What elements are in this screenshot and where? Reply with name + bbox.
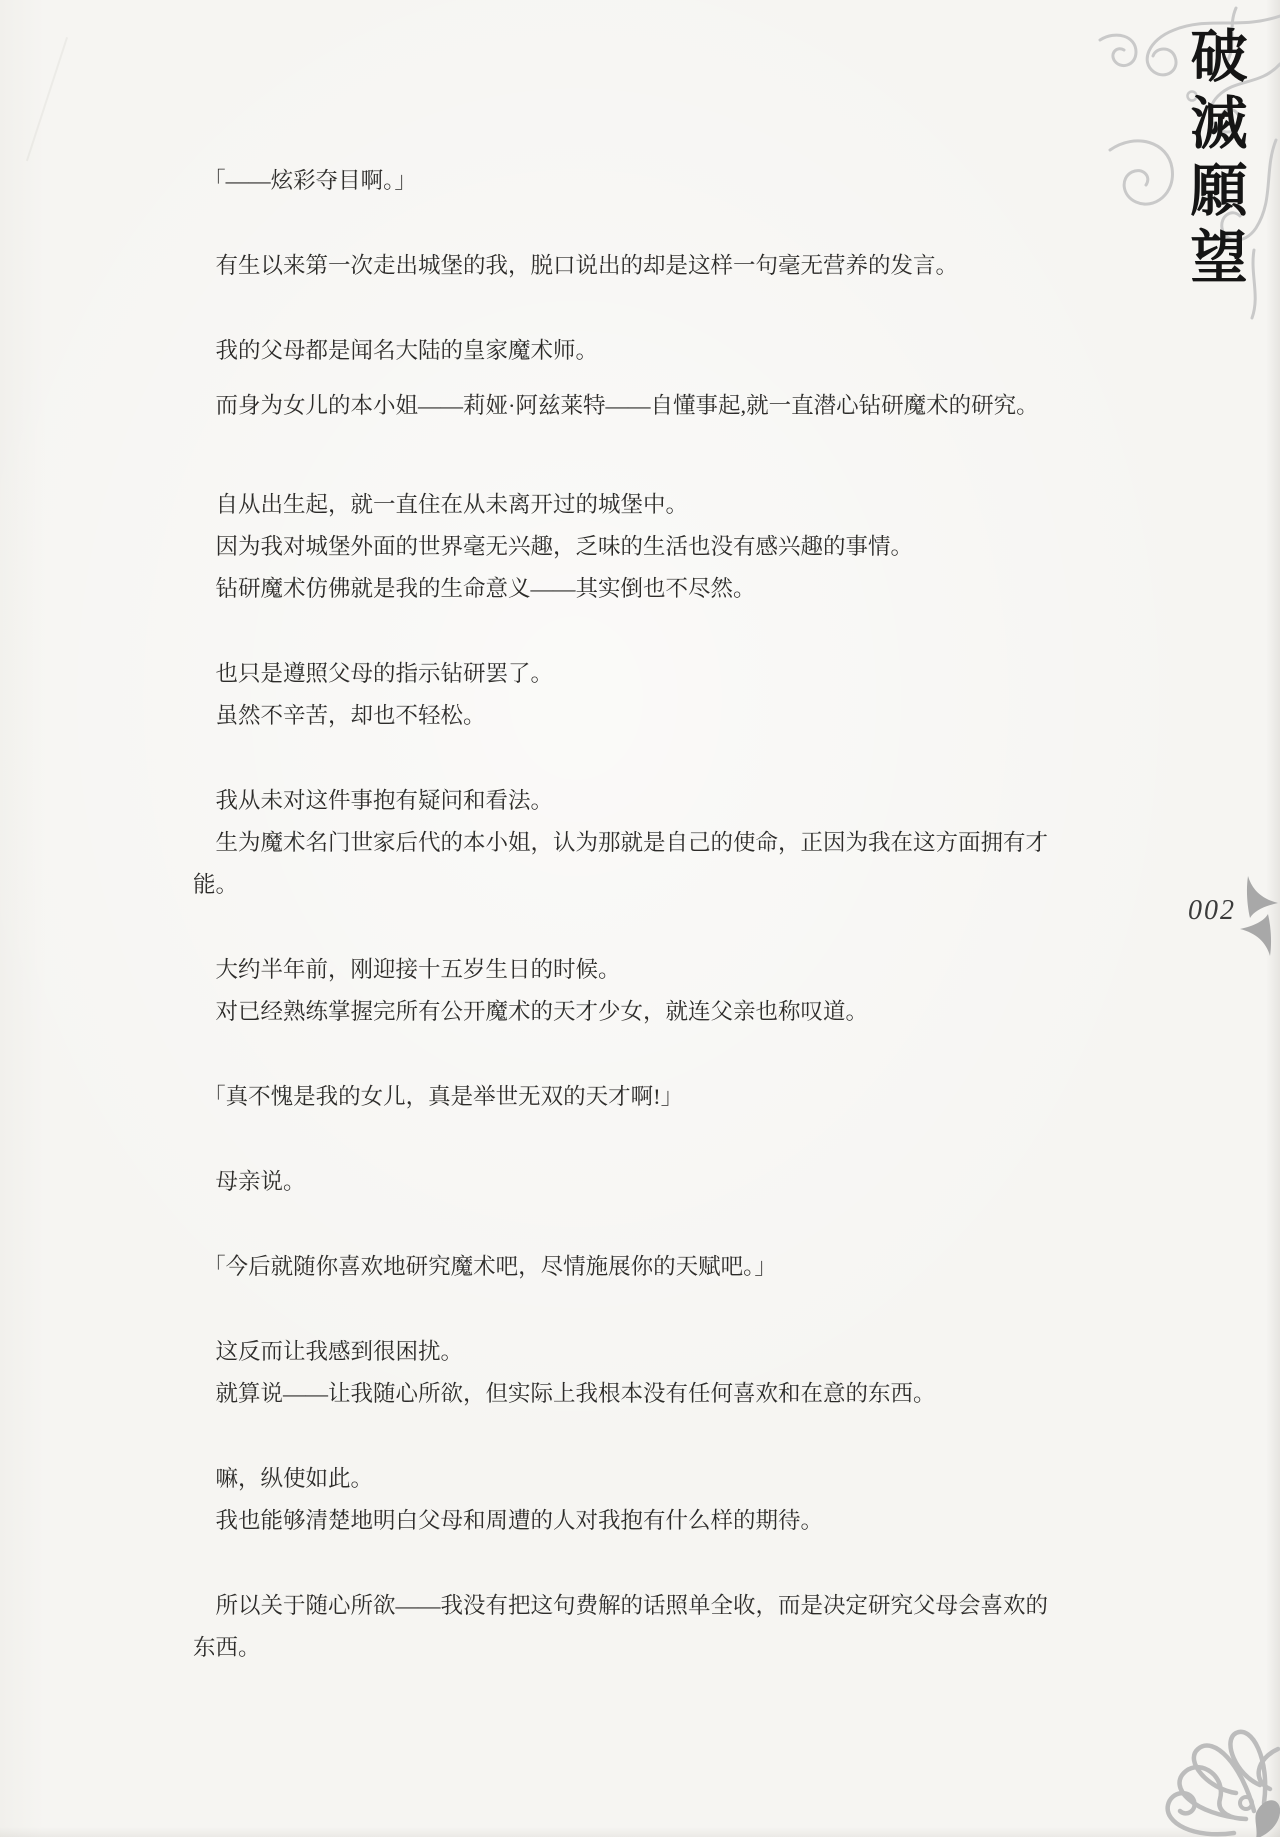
paper-crease xyxy=(26,37,68,161)
text-line: 自从出生起，就一直住在从未离开过的城堡中。 xyxy=(215,492,689,517)
book-title-vertical: 破滅願望 xyxy=(1182,26,1245,294)
text-line: 就算说——让我随心所欲，但实际上我根本没有任何喜欢和在意的东西。 xyxy=(215,1381,936,1406)
page-number: 002 xyxy=(1188,895,1236,926)
text-line: 也只是遵照父母的指示钻研罢了。 xyxy=(215,661,554,686)
floral-swirl-icon xyxy=(1130,1687,1280,1837)
paragraph xyxy=(193,330,1065,427)
text-line: 「真不愧是我的女儿，真是举世无双的天才啊!」 xyxy=(203,1084,684,1109)
text-line: 因为我对城堡外面的世界毫无兴趣，乏味的生活也没有感兴趣的事情。 xyxy=(215,534,914,559)
paragraph xyxy=(193,245,1065,287)
text-line: 大约半年前，刚迎接十五岁生日的时候。 xyxy=(215,957,621,982)
text-line: 钻研魔术仿佛就是我的生命意义——其实倒也不尽然。 xyxy=(215,576,756,601)
text-line: 「——炫彩夺目啊。」 xyxy=(203,168,417,193)
paragraph xyxy=(193,653,1065,737)
paragraph xyxy=(193,1246,1065,1288)
body-text xyxy=(193,160,1065,1669)
page-edge-shading-bottom xyxy=(0,1827,1280,1837)
text-line: 「今后就随你喜欢地研究魔术吧，尽情施展你的天赋吧。」 xyxy=(203,1254,777,1279)
text-line: 而身为女儿的本小姐——莉娅·阿兹莱特——自懂事起,就一直潜心钻研魔术的研究。 xyxy=(215,393,1039,418)
text-line: 有生以来第一次走出城堡的我，脱口说出的却是这样一句毫无营养的发言。 xyxy=(215,253,959,278)
sparkle-icon xyxy=(1238,874,1280,958)
text-line: 对已经熟练掌握完所有公开魔术的天才少女，就连父亲也称叹道。 xyxy=(215,999,869,1024)
text-line: 这反而让我感到很困扰。 xyxy=(215,1339,464,1364)
paragraph xyxy=(193,160,1065,202)
paragraph xyxy=(193,1331,1065,1415)
paragraph xyxy=(193,1458,1065,1542)
text-line: 所以关于随心所欲——我没有把这句费解的话照单全收，而是决定研究父母会喜欢的东西。 xyxy=(193,1593,1049,1660)
paragraph xyxy=(193,780,1065,906)
paragraph xyxy=(193,949,1065,1033)
paragraph xyxy=(193,1076,1065,1118)
text-line: 母亲说。 xyxy=(215,1169,306,1194)
text-line: 我也能够清楚地明白父母和周遭的人对我抱有什么样的期待。 xyxy=(215,1508,824,1533)
text-line: 虽然不辛苦，却也不轻松。 xyxy=(215,703,486,728)
paragraph xyxy=(193,484,1065,610)
text-line: 嘛，纵使如此。 xyxy=(215,1466,374,1491)
text-line: 我的父母都是闻名大陆的皇家魔术师。 xyxy=(215,338,599,363)
text-line: 生为魔术名门世家后代的本小姐，认为那就是自己的使命，正因为我在这方面拥有才能。 xyxy=(193,830,1049,897)
text-line: 我从未对这件事抱有疑问和看法。 xyxy=(215,788,554,813)
paragraph xyxy=(193,1161,1065,1203)
paragraph xyxy=(193,1585,1065,1669)
